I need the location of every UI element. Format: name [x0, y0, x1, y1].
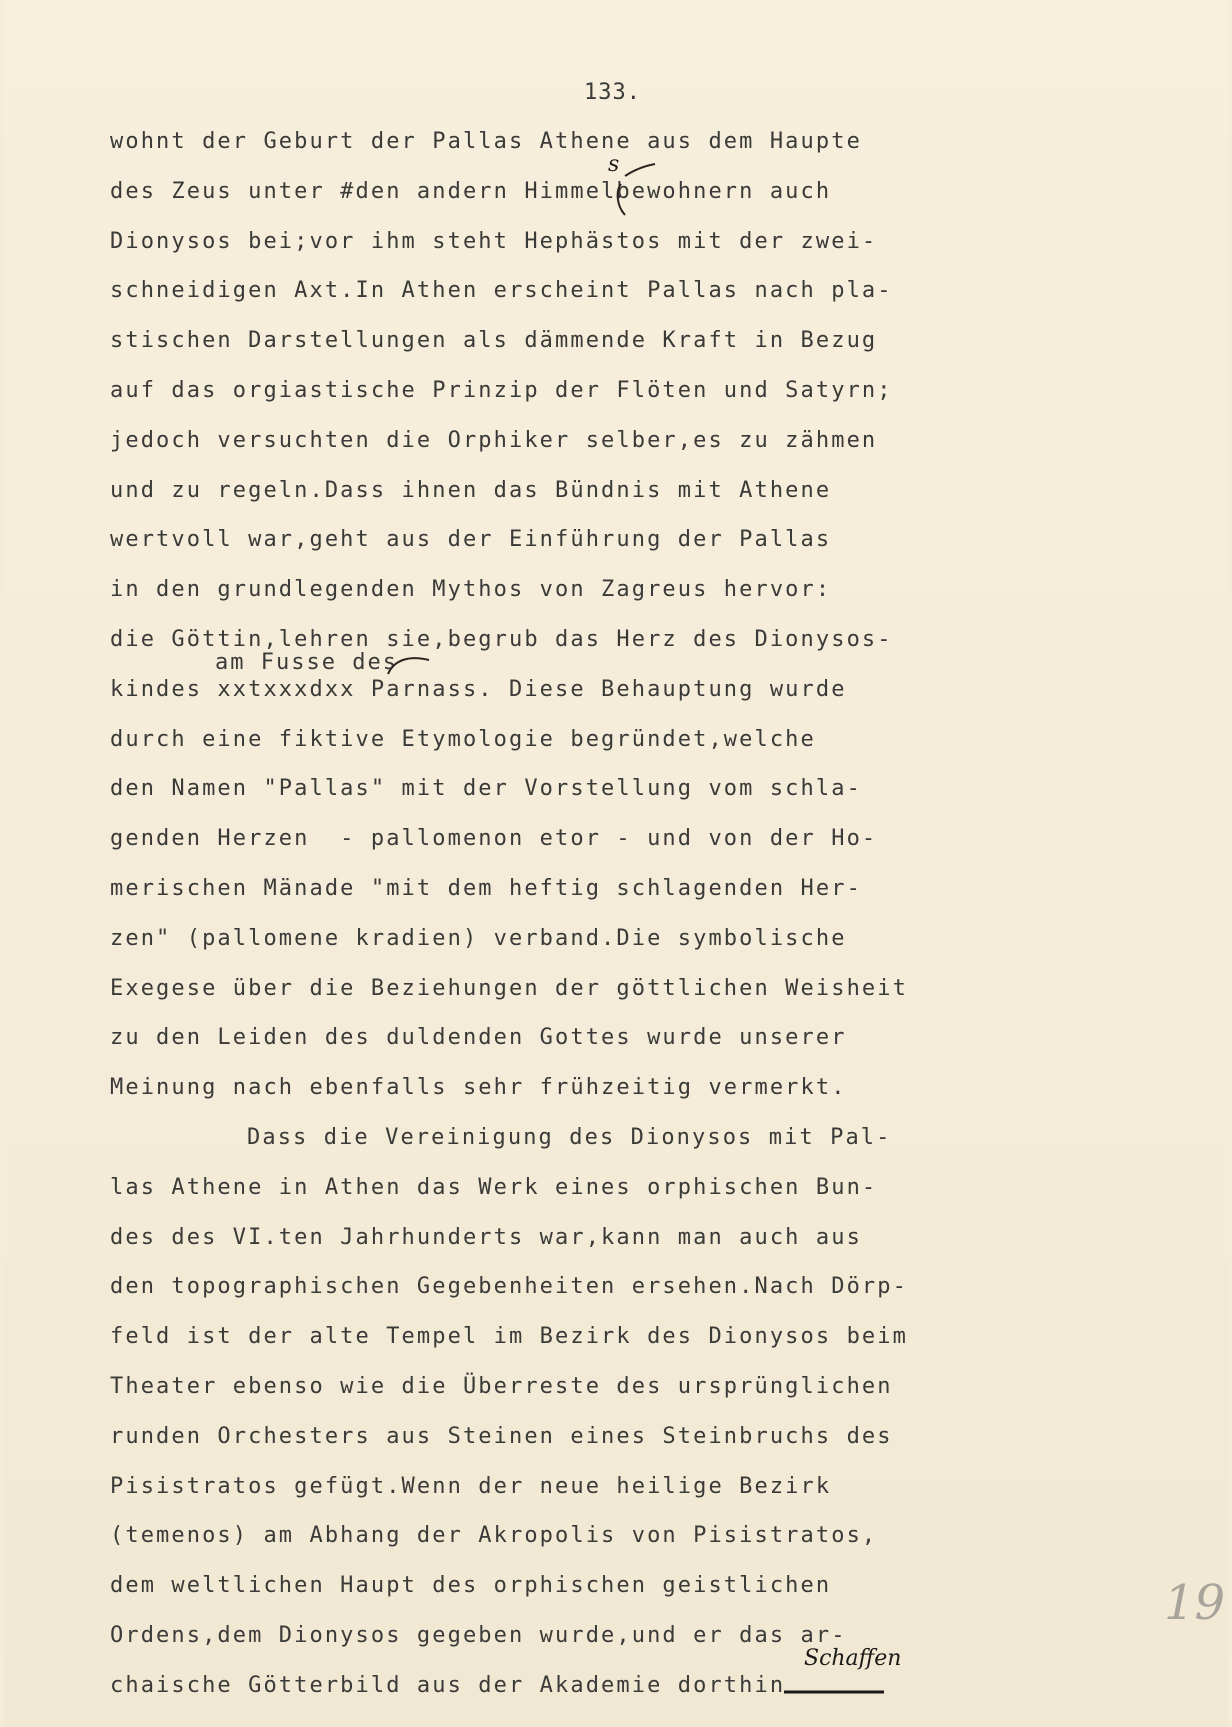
text-line-31: Ordens,dem Dionysos gegeben wurde,und er das ar- — [110, 1622, 847, 1648]
text-line-4: schneidigen Axt.In Athen erscheint Pallas nach pla- — [110, 278, 893, 304]
handwritten-schaffen: Schaffen — [804, 1646, 902, 1671]
text-line-27: runden Orchesters aus Steinen eines Steinbruchs des — [110, 1423, 893, 1449]
text-line-26: Theater ebenso wie die Überreste des ursprünglichen — [110, 1373, 893, 1399]
text-line-25: feld ist der alte Tempel im Bezirk des Dionysos beim — [110, 1324, 908, 1350]
margin-folio-number: 19 — [1164, 1575, 1226, 1631]
text-line-19: zu den Leiden des duldenden Gottes wurde unserer — [110, 1025, 847, 1051]
text-line-29: (temenos) am Abhang der Akropolis von Pisistratos, — [110, 1523, 878, 1549]
text-line-17: zen" (pallomene kradien) verband.Die symbolische — [110, 925, 847, 951]
text-line-22: las Athene in Athen das Werk eines orphischen Bun- — [110, 1174, 878, 1200]
text-line-8: und zu regeln.Dass ihnen das Bündnis mit Athene — [110, 477, 832, 503]
text-line-32: chaische Götterbild aus der Akademie dorthin — [110, 1672, 786, 1698]
typewritten-page — [4, 0, 1228, 1727]
text-line-30: dem weltlichen Haupt des orphischen geistlichen — [110, 1573, 832, 1599]
text-line-20: Meinung nach ebenfalls sehr frühzeitig vermerkt. — [110, 1075, 847, 1101]
handwritten-s-correction: s — [608, 152, 620, 177]
text-line-11: die Göttin,lehren sie,begrub das Herz des Dionysos- — [110, 626, 893, 652]
text-line-28: Pisistratos gefügt.Wenn der neue heilige Bezirk — [110, 1473, 832, 1499]
text-line-12: kindes xxtxxxdxx Parnass. Diese Behauptung wurde — [110, 676, 847, 702]
text-line-2: des Zeus unter #den andern Himmelbewohnern auch — [110, 178, 832, 204]
text-line-6: auf das orgiastische Prinzip der Flöten und Satyrn; — [110, 377, 893, 403]
text-line-1: wohnt der Geburt der Pallas Athene aus dem Haupte — [110, 129, 862, 154]
text-line-24: den topographischen Gegebenheiten ersehen.Nach Dörp- — [110, 1274, 908, 1300]
text-line-21: Dass die Vereinigung des Dionysos mit Pal- — [247, 1124, 892, 1150]
text-line-7: jedoch versuchten die Orphiker selber,es zu zähmen — [110, 427, 878, 453]
page-number: 133. — [584, 80, 641, 105]
text-line-9: wertvoll war,geht aus der Einführung der Pallas — [110, 527, 832, 553]
interlinear-insert: am Fusse des — [215, 650, 398, 675]
text-line-18: Exegese über die Beziehungen der göttlichen Weisheit — [110, 975, 908, 1001]
text-line-15: genden Herzen - pallomenon etor - und von der Ho- — [110, 826, 878, 852]
text-line-5: stischen Darstellungen als dämmende Kraft in Bezug — [110, 328, 878, 354]
text-line-10: in den grundlegenden Mythos von Zagreus hervor: — [110, 577, 832, 603]
text-line-3: Dionysos bei;vor ihm steht Hephästos mit der zwei- — [110, 228, 878, 254]
text-line-13: durch eine fiktive Etymologie begründet,welche — [110, 726, 816, 752]
text-body — [110, 125, 1120, 1719]
text-line-16: merischen Mänade "mit dem heftig schlagenden Her- — [110, 875, 862, 901]
text-line-14: den Namen "Pallas" mit der Vorstellung vom schla- — [110, 776, 862, 802]
text-line-23: des des VI.ten Jahrhunderts war,kann man auch aus — [110, 1224, 862, 1250]
